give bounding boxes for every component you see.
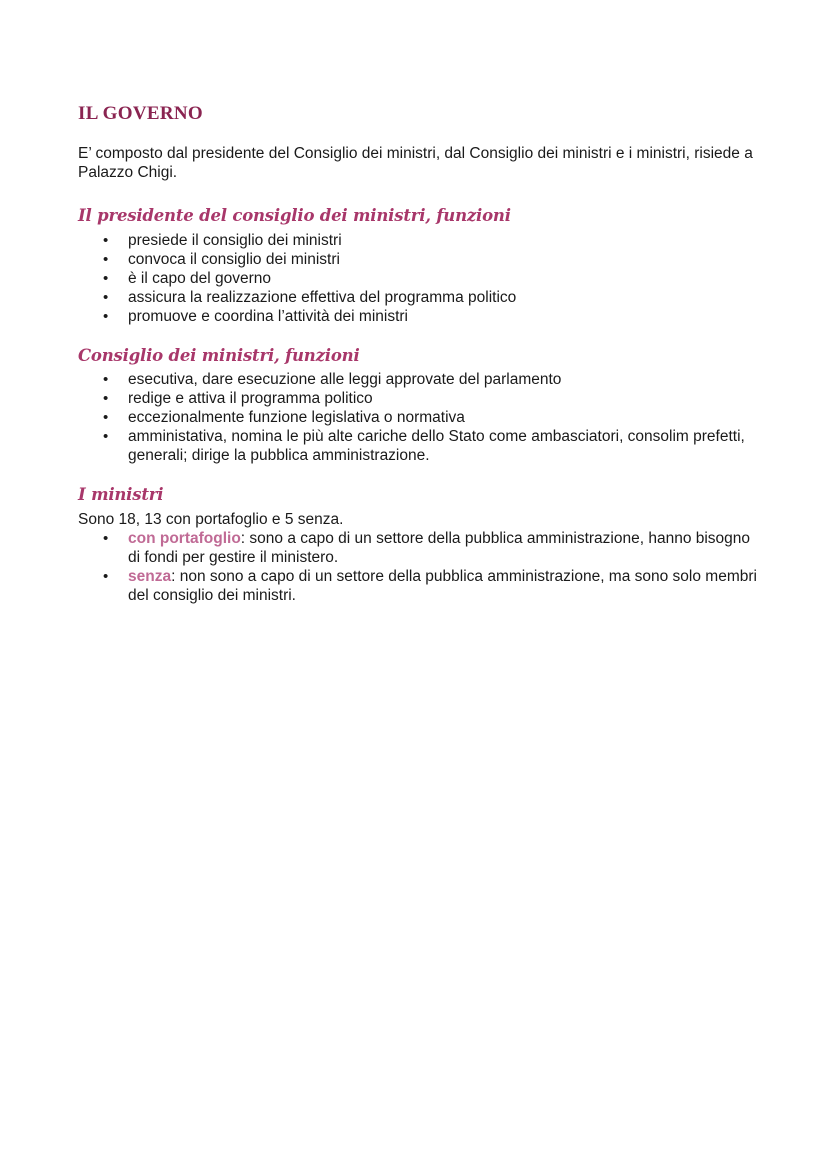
list-item-text: esecutiva, dare esecuzione alle leggi approvate del parlamento <box>128 371 562 388</box>
bullet-icon: • <box>103 390 109 407</box>
list-item-text: è il capo del governo <box>128 270 272 287</box>
bullet-icon: • <box>103 270 109 287</box>
list-item-text: amministativa, nomina le più alte cariche dello Stato come ambasciatori, consolim prefetti, generali; dirige la pubblica amministrazione. <box>128 428 745 464</box>
list-item-text: convoca il consiglio dei ministri <box>128 251 340 268</box>
list-item-text: eccezionalmente funzione legislativa o normativa <box>128 409 465 426</box>
list-item <box>100 370 760 389</box>
section-title-presidente: Il presidente del consiglio dei ministri, funzioni <box>78 206 511 225</box>
list-item <box>100 567 760 605</box>
list-item-text: promuove e coordina l’attività dei ministri <box>128 308 408 325</box>
bullet-icon: • <box>103 289 109 306</box>
term-definition: : non sono a capo di un settore della pubblica amministrazione, ma sono solo membri del consiglio dei ministri. <box>128 568 757 604</box>
list-item <box>100 529 760 567</box>
bullet-icon: • <box>103 232 109 249</box>
bullet-icon: • <box>103 409 109 426</box>
bullet-icon: • <box>103 308 109 325</box>
list-item-text: redige e attiva il programma politico <box>128 390 373 407</box>
intro-paragraph: E’ composto dal presidente del Consiglio dei ministri, dal Consiglio dei ministri e i ministri, risiede a Palazzo Chigi. <box>78 145 753 181</box>
list-item <box>100 288 760 307</box>
consiglio-functions-list <box>100 370 760 465</box>
list-item-text: assicura la realizzazione effettiva del programma politico <box>128 289 517 306</box>
bullet-icon: • <box>103 371 109 388</box>
list-item <box>100 231 760 250</box>
term-senza: senza <box>128 568 172 585</box>
bullet-icon: • <box>103 251 109 268</box>
bullet-icon: • <box>103 530 109 547</box>
list-item <box>100 269 760 288</box>
term-con-portafoglio: con portafoglio <box>128 530 241 547</box>
list-item <box>100 427 760 465</box>
bullet-icon: • <box>103 568 109 585</box>
list-item-text: presiede il consiglio dei ministri <box>128 232 342 249</box>
section-title-consiglio: Consiglio dei ministri, funzioni <box>78 346 360 365</box>
presidente-functions-list <box>100 231 760 326</box>
page-title: IL GOVERNO <box>78 103 203 124</box>
ministri-summary: Sono 18, 13 con portafoglio e 5 senza. <box>78 511 344 528</box>
section-title-ministri: I ministri <box>78 485 164 504</box>
list-item <box>100 250 760 269</box>
list-item <box>100 389 760 408</box>
bullet-icon: • <box>103 428 109 445</box>
term-definition: : sono a capo di un settore della pubblica amministrazione, hanno bisogno di fondi per gestire il ministero. <box>128 530 751 566</box>
list-item <box>100 408 760 427</box>
ministri-types-list <box>100 529 760 605</box>
list-item <box>100 307 760 326</box>
